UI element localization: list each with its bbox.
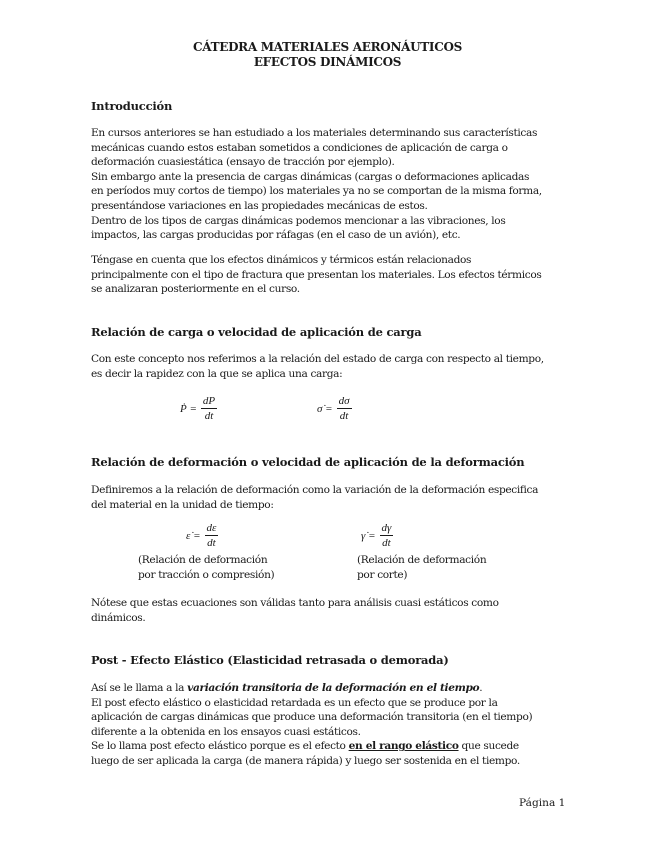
page-number: Página 1 bbox=[519, 797, 566, 809]
section-heading-intro: Introducción bbox=[91, 99, 173, 113]
section-heading-strain-rate: Relación de deformación o velocidad de aplicación de la deformación bbox=[91, 455, 525, 469]
intro-paragraph-3: Dentro de los tipos de cargas dinámicas podemos mencionar a las vibraciones, los impactos, las cargas producidas por ráfagas (en el caso de un avión), etc. bbox=[91, 214, 506, 242]
document-title: CÁTEDRA MATERIALES AERONÁUTICOS bbox=[192, 40, 463, 54]
intro-paragraph-2: Sin embargo ante la presencia de cargas dinámicas (cargas o deformaciones aplicadas en períodos muy cortos de tiempo) los materiales ya no se comportan de la misma forma, presentándose variaciones en las propiedades mecánicas de estos. bbox=[91, 170, 542, 212]
equation-shear-strain-rate: γ̇ = $\frac{d\gamma}{dt}$ bbox=[361, 522, 392, 549]
equation-stress-rate: σ̇ = $\frac{d\sigma}{dt}$ bbox=[317, 395, 350, 422]
load-rate-paragraph: Con este concepto nos referimos a la relación del estado de carga con respecto al tiempo, es decir la rapidez con la que se aplica una carga: bbox=[91, 353, 544, 380]
strain-rate-note-paragraph: Nótese que estas ecuaciones son válidas tanto para análisis cuasi estáticos como dinámicos. bbox=[91, 597, 499, 624]
section-heading-post-effect: Post - Efecto Elástico (Elasticidad retrasada o demorada) bbox=[91, 653, 449, 667]
equation-strain-rate: ε̇ = $\frac{d\varepsilon}{dt}$ bbox=[186, 522, 217, 549]
note-shear: (Relación de deformación por corte) bbox=[357, 554, 487, 581]
post-effect-paragraph-1: Así se le llama a la variación transitoria de la deformación en el tiempo. El post efecto elástico o elasticidad retardada es un efecto que se produce por la aplicación de cargas dinámicas que produce una deformación transitoria (en el tiempo) diferente a la obtenida en los ensayos cuasi estáticos. Se lo llama post efecto elástico porque es el efecto en el rango elástico que sucede luego de ser aplicada la carga (de manera rápida) y luego ser sostenida en el tiempo. bbox=[91, 682, 533, 767]
document-subtitle: EFECTOS DINÁMICOS bbox=[253, 55, 402, 69]
strain-rate-paragraph: Definiremos a la relación de deformación como la variación de la deformación especifica del material en la unidad de tiempo: bbox=[91, 484, 539, 511]
emphasis-elastic-range: en el rango elástico bbox=[348, 740, 459, 753]
intro-paragraph-1: En cursos anteriores se han estudiado a los materiales determinando sus características mecánicas cuando estos estaban sometidos a condiciones de aplicación de carga o deformación cuasiestática (ensayo de tracción por ejemplo). bbox=[91, 127, 538, 169]
note-tension-compression: (Relación de deformación por tracción o compresión) bbox=[138, 554, 275, 581]
section-heading-load-rate: Relación de carga o velocidad de aplicación de carga bbox=[91, 325, 422, 339]
equation-load-rate: Ṗ = $\frac{dP}{dt}$ bbox=[180, 395, 216, 422]
intro-paragraph-4: Téngase en cuenta que los efectos dinámicos y térmicos están relacionados principalmente con el tipo de fractura que presentan los materiales. Los efectos térmicos se analizaran posteriormente en el curso. bbox=[91, 254, 542, 296]
emphasis-transient-deformation: variación transitoria de la deformación en el tiempo bbox=[187, 682, 480, 694]
